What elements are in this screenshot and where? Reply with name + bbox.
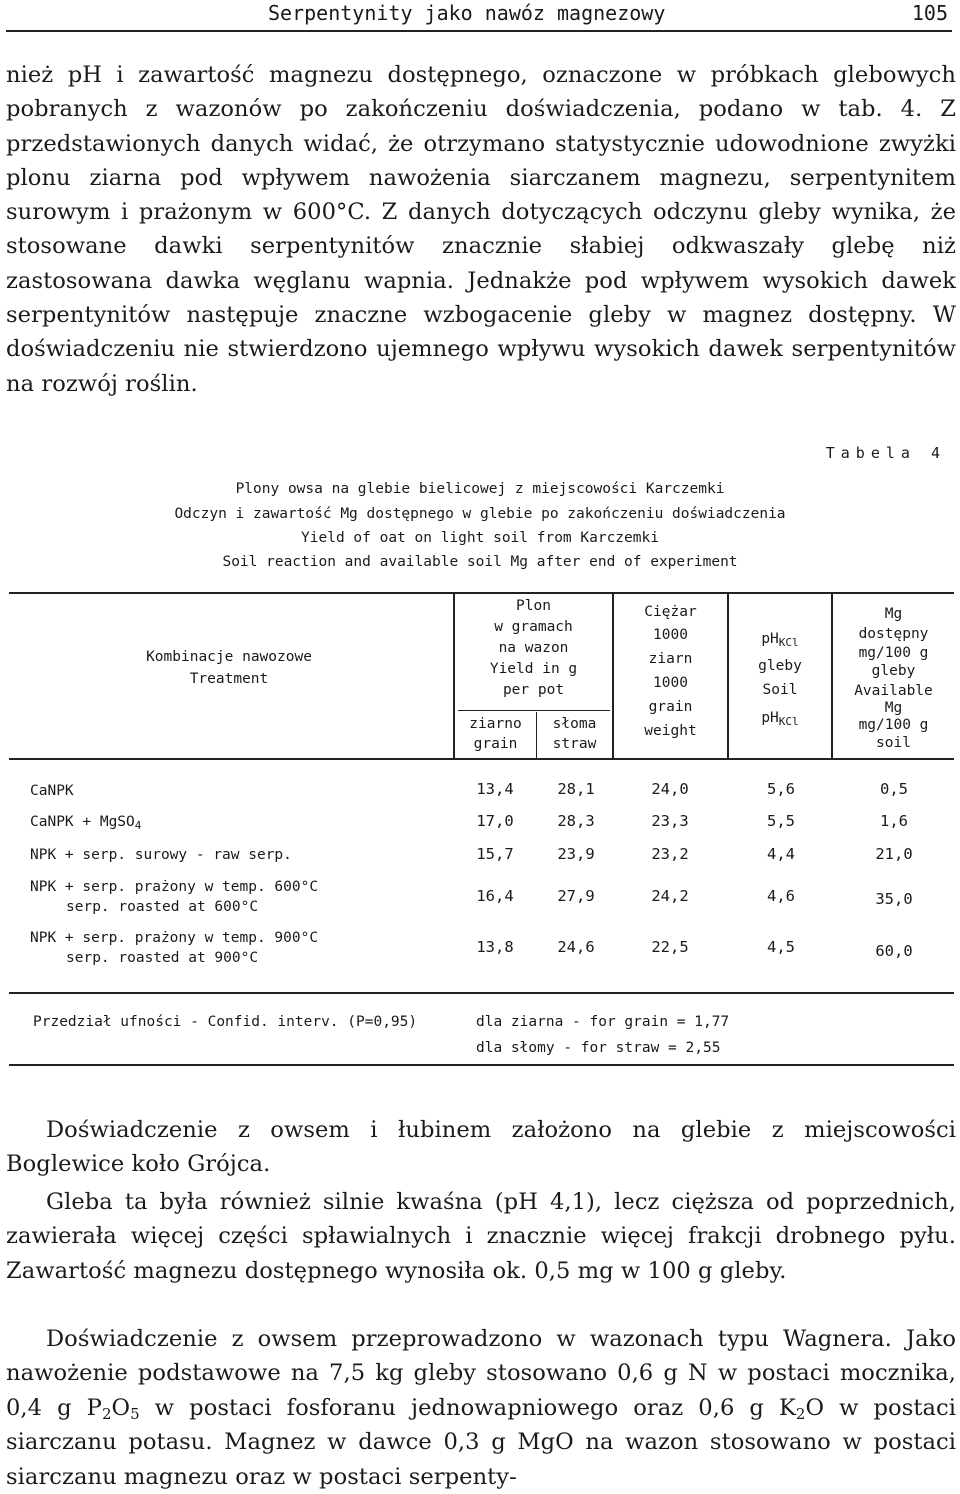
row-4-straw: 27,9 [557, 887, 595, 905]
page-number: 105 [911, 1, 948, 25]
header-treatment-en: Treatment [189, 671, 269, 687]
row-2-grain: 17,0 [476, 812, 514, 830]
row-3-weight: 23,2 [651, 845, 689, 863]
row-2-straw: 28,3 [557, 812, 595, 830]
header-grain-pl: ziarno [469, 716, 522, 732]
row-1-mg: 0,5 [880, 780, 908, 798]
header-yield-2: w gramach [494, 619, 573, 635]
row-1-weight: 24,0 [651, 780, 689, 798]
table-footer-label: Przedział ufności - Confid. interv. (P=0,95) [33, 1014, 418, 1030]
intro-paragraph: nież pH i zawartość magnezu dostępnego, oznaczone w próbkach glebowych pobranych z wazonów po zakończeniu doświadczenia, podano w tab. 4. Z przedstawionych danych widać, że otrzymano statystycznie udowodnione zwyżki plonu ziarna pod wpływem nawożenia siarczanem magnezu, serpentynitem surowym i prażonym w 600°C. Z danych dotyczących odczynu gleby wynika, że stosowane dawki serpentynitów znacznie słabiej odkwaszały glebę niż zastosowana dawka węglanu wapnia. Jednakże pod wpływem wysokich dawek serpentynitów następuje znaczne wzbogacenie gleby w magnez dostępny. W doświadczeniu nie stwierdzono ujemnego wpływu wysokich dawek serpentynitów na rozwój roślin. [6, 62, 956, 397]
header-yield-1: Plon [516, 598, 551, 614]
row-5-weight: 22,5 [651, 938, 689, 956]
running-header [6, 0, 952, 32]
row-2-ph: 5,5 [767, 812, 795, 830]
header-yield-3: na wazon [498, 640, 569, 656]
row-2-mg: 1,6 [880, 812, 908, 830]
row-5-treatment-1: NPK + serp. prażony w temp. 900°C [30, 930, 319, 946]
header-weight-4: 1000 [653, 675, 688, 691]
header-weight-5: grain [648, 699, 693, 715]
header-mg-1: Mg [884, 606, 903, 622]
table-caption-en-1: Yield of oat on light soil from Karczemki [301, 530, 659, 546]
header-mg-3: mg/100 g [858, 645, 929, 661]
row-3-straw: 23,9 [557, 845, 595, 863]
header-mg-4: gleby [871, 663, 916, 679]
header-weight-1: Ciężar [644, 604, 697, 620]
results-table [9, 592, 954, 1066]
header-straw-en: straw [552, 736, 597, 752]
row-4-mg: 35,0 [875, 890, 913, 908]
header-treatment-pl: Kombinacje nawozowe [146, 649, 312, 665]
row-4-treatment-1: NPK + serp. prażony w temp. 600°C [30, 879, 319, 895]
row-1-ph: 5,6 [767, 780, 795, 798]
header-ph-soil: Soil [762, 682, 798, 698]
row-5-grain: 13,8 [476, 938, 514, 956]
header-ph: $pH_{KCl}$ [761, 631, 799, 649]
row-2-treatment: CaNPK + MgSO$_4$ [30, 814, 142, 832]
header-grain-en: grain [473, 736, 518, 752]
row-1-treatment: CaNPK [30, 783, 74, 799]
table-footer-grain: dla ziarna - for grain = 1,77 [476, 1014, 730, 1030]
header-ph-gleby: gleby [758, 658, 802, 674]
table-footer-straw: dla słomy - for straw = 2,55 [476, 1040, 721, 1056]
header-straw-pl: słoma [552, 716, 597, 732]
running-title: Serpentynity jako nawóz magnezowy [268, 1, 666, 25]
row-1-grain: 13,4 [476, 780, 514, 798]
row-4-treatment-2: serp. roasted at 600°C [66, 899, 259, 915]
table-caption-pl-1: Plony owsa na glebie bielicowej z miejscowości Karczemki [235, 481, 725, 497]
table-caption-en-2: Soil reaction and available soil Mg after end of experiment [222, 554, 738, 570]
header-ph-en: $pH_{KCl}$ [761, 710, 799, 728]
row-5-mg: 60,0 [875, 942, 913, 960]
row-3-mg: 21,0 [875, 845, 913, 863]
row-4-grain: 16,4 [476, 887, 514, 905]
row-2-weight: 23,3 [651, 812, 689, 830]
header-weight-2: 1000 [653, 627, 688, 643]
row-5-treatment-2: serp. roasted at 900°C [66, 950, 259, 966]
header-yield-4: Yield in g [489, 661, 578, 677]
table-label: Tabela 4 [825, 444, 946, 462]
paragraph-soil: Gleba ta była również silnie kwaśna (pH 4,1), lecz cięższa od poprzednich, zawierała więcej części spławialnych i znacznie więcej frakcji drobnego pyłu. Zawartość magnezu dostępnego wynosiła ok. 0,5 mg w 100 g gleby. [6, 1189, 956, 1284]
header-mg-2: dostępny [858, 626, 929, 642]
row-4-weight: 24,2 [651, 887, 689, 905]
row-3-grain: 15,7 [476, 845, 514, 863]
header-mg-7: mg/100 g [858, 717, 929, 733]
row-3-treatment: NPK + serp. surowy - raw serp. [30, 847, 292, 863]
row-3-ph: 4,4 [767, 845, 795, 863]
table-caption-pl-2: Odczyn i zawartość Mg dostępnego w glebie po zakończeniu doświadczenia [174, 506, 786, 522]
row-5-straw: 24,6 [557, 938, 595, 956]
paragraph-wagner-pots: Doświadczenie z owsem przeprowadzono w wazonach typu Wagnera. Jako nawożenie podstawowe na 7,5 kg gleby stosowano 0,6 g N w postaci mocznika, 0,4 g $P_2O_5$ w postaci fosforanu jednowapniowego oraz 0,6 g $K_2O$ w postaci siarczanu potasu. Magnez w dawce 0,3 g MgO na wazon stosowano w postaci siarczanu magnezu oraz w postaci serpenty- [6, 1326, 956, 1490]
row-1-straw: 28,1 [557, 780, 595, 798]
header-mg-5: Available [854, 683, 933, 699]
row-5-ph: 4,5 [767, 938, 795, 956]
row-4-ph: 4,6 [767, 887, 795, 905]
header-weight-3: ziarn [648, 651, 693, 667]
paragraph-boglewice: Doświadczenie z owsem i łubinem założono na glebie z miejscowości Boglewice koło Grójca. [6, 1117, 956, 1178]
header-weight-6: weight [644, 723, 697, 739]
header-mg-6: Mg [884, 700, 903, 716]
header-mg-8: soil [876, 735, 911, 751]
header-yield-5: per pot [502, 682, 565, 698]
